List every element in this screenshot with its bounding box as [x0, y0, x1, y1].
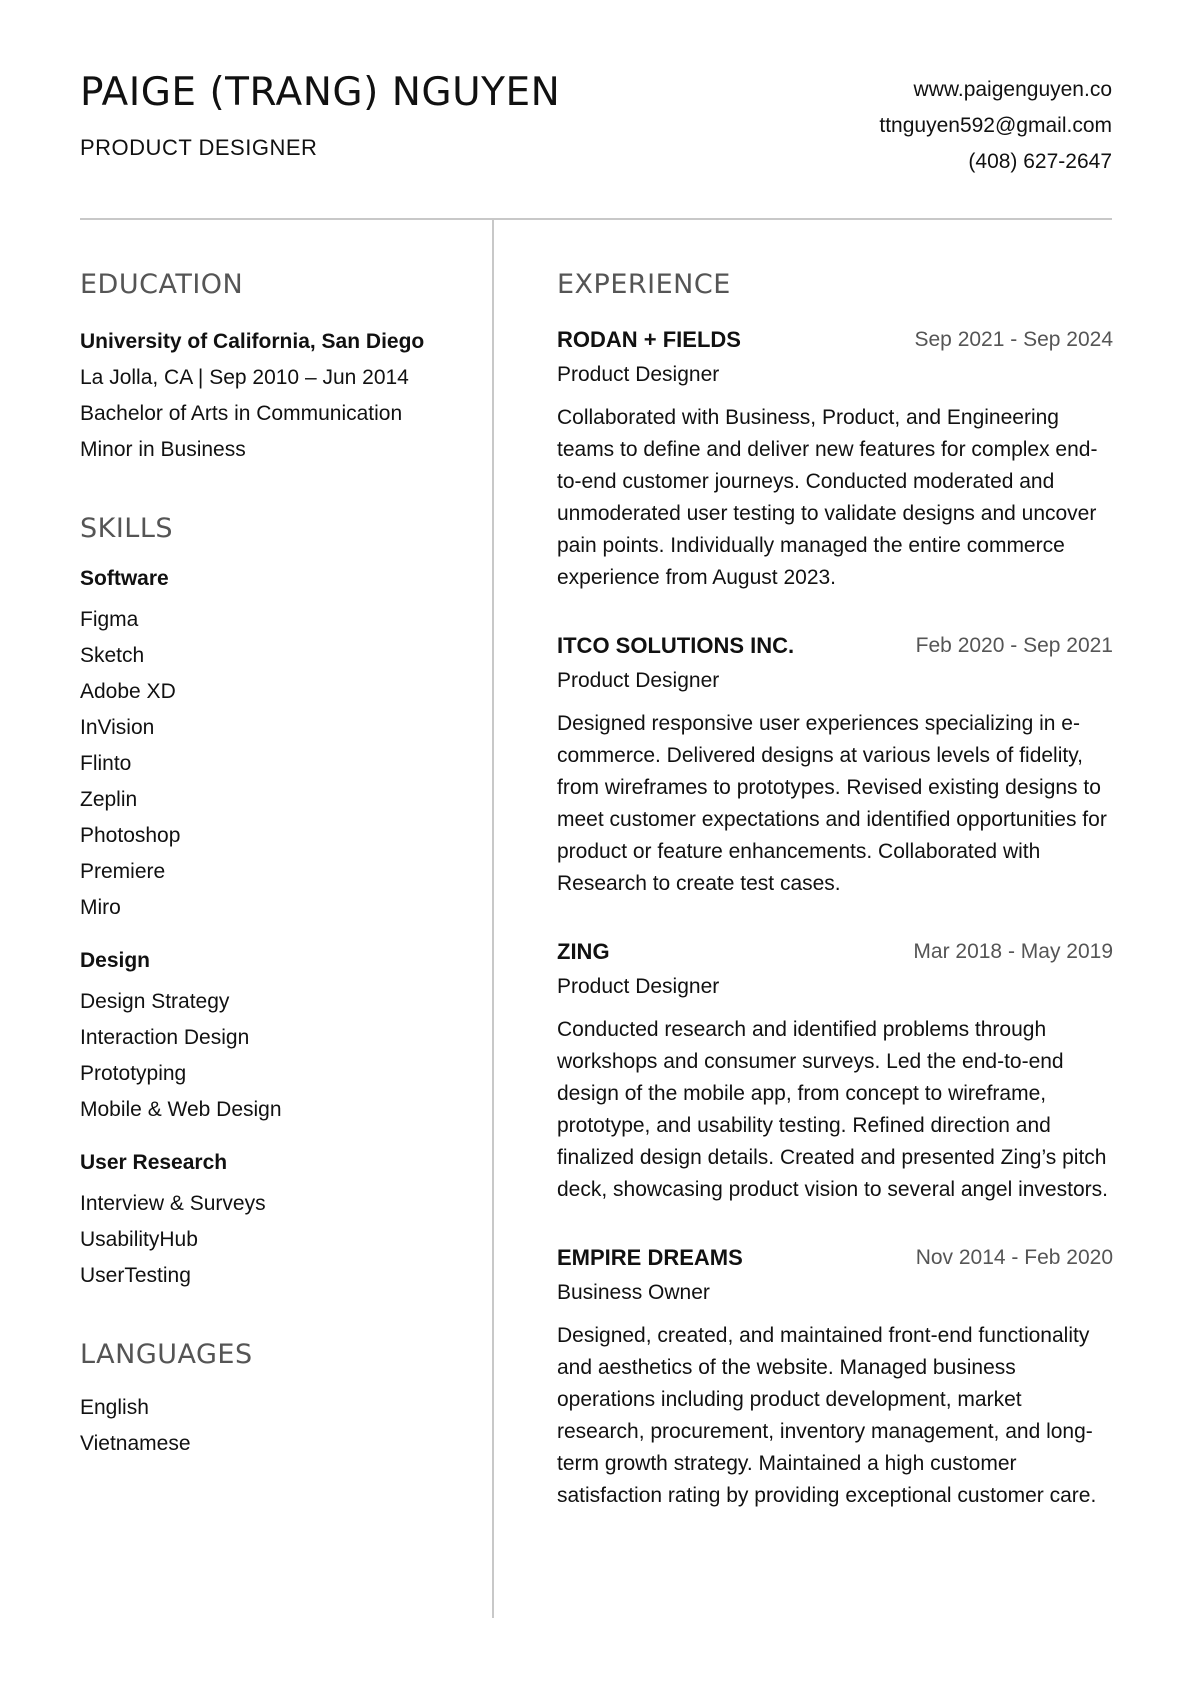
skill-list-design	[80, 984, 470, 1128]
right-column	[557, 268, 1113, 1512]
skill-list-user-research	[80, 1186, 470, 1294]
company-name: RODAN + FIELDS	[557, 327, 741, 352]
language-list	[80, 1390, 470, 1462]
education-entry	[80, 324, 470, 468]
job-header	[557, 936, 1113, 968]
job-title: Product Designer	[557, 975, 720, 998]
job-dates: Sep 2021 - Sep 2024	[914, 328, 1113, 351]
contact-block	[879, 72, 1112, 180]
job-description: Designed, created, and maintained front-end functionality and aesthetics of the website. Managed business operations including product development, market research, procurement, inventory management, and long-term growth strategy. Maintained a high customer satisfaction rating by providing exceptional customer care.	[557, 1324, 1097, 1507]
skill-item: Figma	[80, 608, 139, 631]
job-entry	[557, 936, 1113, 1206]
candidate-name: PAIGE (TRANG) NGUYEN	[80, 70, 561, 115]
website-link[interactable]: www.paigenguyen.co	[913, 78, 1112, 101]
skill-item: Zeplin	[80, 788, 138, 811]
skills-title: SKILLS	[80, 513, 174, 544]
candidate-role: PRODUCT DESIGNER	[80, 135, 318, 160]
skill-item: Mobile & Web Design	[80, 1098, 282, 1121]
column-divider	[492, 219, 494, 1618]
skill-item: Premiere	[80, 860, 166, 883]
skill-group-design: Design	[80, 949, 151, 972]
job-dates: Mar 2018 - May 2019	[913, 940, 1113, 963]
skill-item: Miro	[80, 896, 121, 919]
school-name: University of California, San Diego	[80, 330, 425, 353]
email-link[interactable]: ttnguyen592@gmail.com	[879, 114, 1112, 137]
job-entry	[557, 630, 1113, 900]
job-header	[557, 1242, 1113, 1274]
skill-item: Flinto	[80, 752, 132, 775]
company-name: ZING	[557, 939, 610, 964]
skill-item: UsabilityHub	[80, 1228, 198, 1251]
job-entry	[557, 1242, 1113, 1512]
header-divider	[80, 218, 1112, 220]
skill-item: Photoshop	[80, 824, 181, 847]
skill-item: Interaction Design	[80, 1026, 250, 1049]
job-header	[557, 324, 1113, 356]
skill-item: Interview & Surveys	[80, 1192, 266, 1215]
education-title: EDUCATION	[80, 269, 244, 300]
skill-list-software	[80, 602, 470, 926]
degree: Bachelor of Arts in Communication	[80, 402, 403, 425]
skill-group-user-research: User Research	[80, 1151, 228, 1174]
job-description: Collaborated with Business, Product, and Engineering teams to define and deliver new features for complex end-to-end customer journeys. Conducted moderated and unmoderated user testing to validate designs and uncover pain points. Individually managed the entire commerce experience from August 2023.	[557, 406, 1098, 589]
skill-item: UserTesting	[80, 1264, 191, 1287]
skill-item: Prototyping	[80, 1062, 187, 1085]
language-item: Vietnamese	[80, 1432, 191, 1455]
job-dates: Feb 2020 - Sep 2021	[915, 634, 1113, 657]
company-name: ITCO SOLUTIONS INC.	[557, 633, 795, 658]
company-name: EMPIRE DREAMS	[557, 1245, 743, 1270]
minor: Minor in Business	[80, 438, 246, 461]
skill-group-software: Software	[80, 567, 169, 590]
job-description: Conducted research and identified problems through workshops and consumer surveys. Led the end-to-end design of the mobile app, from concept to wireframe, prototype, and usability testing. Refined direction and finalized design details. Created and presented Zing’s pitch deck, showcasing product vision to several angel investors.	[557, 1018, 1108, 1201]
languages-title: LANGUAGES	[80, 1339, 253, 1370]
job-dates: Nov 2014 - Feb 2020	[915, 1246, 1113, 1269]
job-title: Business Owner	[557, 1281, 710, 1304]
job-title: Product Designer	[557, 363, 720, 386]
job-header	[557, 630, 1113, 662]
job-description: Designed responsive user experiences specializing in e-commerce. Delivered designs at various levels of fidelity, from wireframes to prototypes. Revised existing designs to meet customer expectations and identified opportunities for product or feature enhancements. Collaborated with Research to create test cases.	[557, 712, 1107, 895]
skill-item: Sketch	[80, 644, 145, 667]
skill-item: Design Strategy	[80, 990, 230, 1013]
language-item: English	[80, 1396, 149, 1419]
left-column	[80, 268, 470, 1462]
skill-item: Adobe XD	[80, 680, 176, 703]
skill-item: InVision	[80, 716, 155, 739]
experience-title: EXPERIENCE	[557, 269, 731, 300]
phone-number[interactable]: (408) 627-2647	[968, 150, 1112, 173]
job-entry	[557, 324, 1113, 594]
job-title: Product Designer	[557, 669, 720, 692]
school-location-dates: La Jolla, CA | Sep 2010 – Jun 2014	[80, 366, 409, 389]
